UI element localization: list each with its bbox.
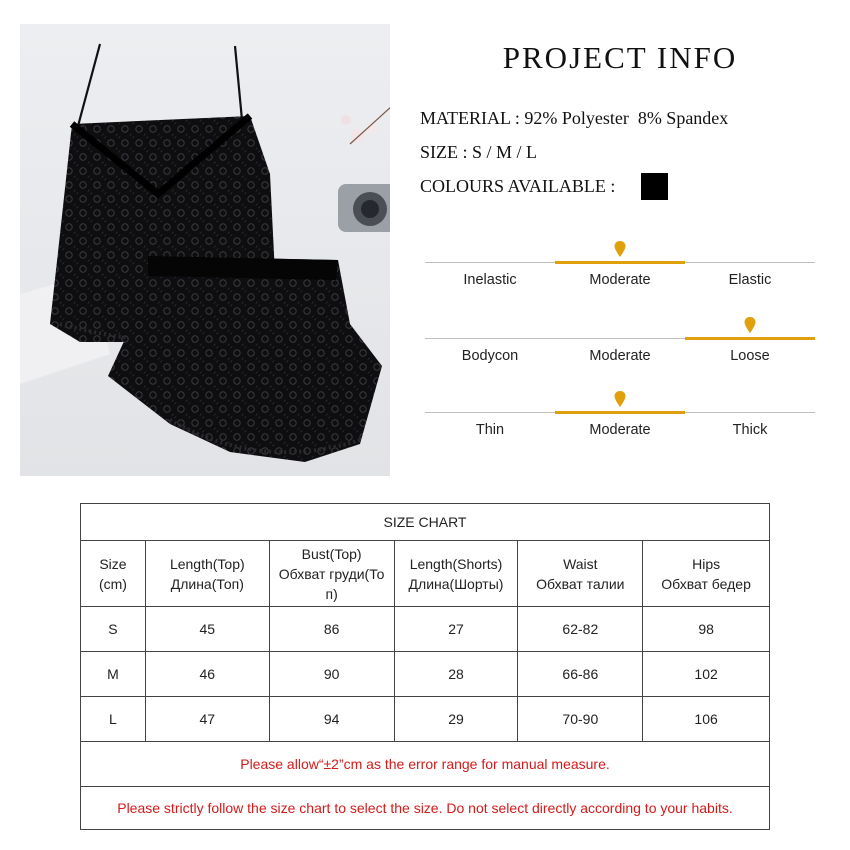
header-cell-line: (cm): [98, 575, 127, 592]
header-cell: [145, 541, 269, 607]
header-cell-line: Size: [99, 555, 127, 572]
table-cell: 90: [269, 652, 394, 697]
follow-size-chart-note: Please strictly follow the size chart to select the size. Do not select directly according to your habits.: [81, 787, 770, 830]
error-range-note: Please allow“±2”cm as the error range for manual measure.: [81, 742, 770, 787]
scale-marker-icon: [743, 316, 757, 334]
table-cell: 86: [269, 607, 394, 652]
scale-label: Inelastic: [463, 272, 517, 288]
header-cell-line: Length(Top): [169, 555, 245, 572]
table-cell: 29: [394, 697, 518, 742]
header-cell-line: Длина(Топ): [170, 575, 244, 592]
header-cell-line: Bust(Top): [301, 545, 362, 562]
size-label: SIZE :: [420, 142, 468, 162]
scale-2: [425, 316, 815, 364]
size-value: S / M / L: [472, 142, 538, 162]
scale-selected-bar: [685, 337, 815, 340]
header-cell: [269, 541, 394, 607]
product-photo: [20, 24, 390, 476]
scale-3: [425, 390, 815, 438]
size-line: [420, 142, 537, 163]
header-cell-line: п): [325, 585, 338, 602]
header-cell-line: Обхват груди(То: [278, 565, 385, 582]
table-cell: 28: [394, 652, 518, 697]
scale-selected-bar: [555, 261, 685, 264]
size-chart-table: [80, 503, 770, 830]
table-cell: 62-82: [518, 607, 643, 652]
lace-set-illustration: [20, 24, 390, 476]
scale-selected-bar: [555, 411, 685, 414]
table-cell: 102: [643, 652, 770, 697]
table-cell: 47: [145, 697, 269, 742]
header-cell: [394, 541, 518, 607]
table-cell: 94: [269, 697, 394, 742]
header-cell: [81, 541, 146, 607]
scale-label: Moderate: [589, 422, 651, 438]
table-row: [81, 607, 770, 652]
material-value: 92% Polyester 8% Spandex: [524, 108, 729, 128]
scale-label: Thin: [475, 422, 505, 438]
table-cell: 27: [394, 607, 518, 652]
size-chart-title: SIZE CHART: [81, 504, 770, 541]
camera-prop: [338, 184, 390, 232]
table-cell: L: [81, 697, 146, 742]
scale-marker-icon: [613, 240, 627, 258]
table-cell: 70-90: [518, 697, 643, 742]
scale-1: [425, 240, 815, 288]
header-cell: [518, 541, 643, 607]
header-cell-line: Обхват талии: [536, 575, 625, 592]
colour-swatch-black: [641, 173, 668, 200]
header-cell: [643, 541, 770, 607]
table-row: [81, 652, 770, 697]
colours-line: [420, 176, 615, 197]
header-cell-line: Length(Shorts): [409, 555, 503, 572]
table-cell: 66-86: [518, 652, 643, 697]
scale-label: Moderate: [589, 348, 651, 364]
colours-label: COLOURS AVAILABLE :: [420, 176, 616, 196]
material-line: [420, 108, 728, 129]
table-cell: M: [81, 652, 146, 697]
header-cell-line: Waist: [563, 555, 598, 572]
header-cell-line: Длина(Шорты): [408, 575, 504, 592]
project-info-title: PROJECT INFO: [502, 40, 738, 75]
scale-label: Elastic: [728, 272, 772, 288]
scale-label: Thick: [732, 422, 768, 438]
header-cell-line: Обхват бедер: [661, 575, 751, 592]
size-chart-header-row: [81, 541, 770, 607]
table-cell: 45: [145, 607, 269, 652]
table-cell: 46: [145, 652, 269, 697]
scale-marker-icon: [613, 390, 627, 408]
scale-label: Loose: [730, 348, 770, 364]
scale-label: Moderate: [589, 272, 651, 288]
header-cell-line: Hips: [692, 555, 721, 572]
table-cell: 98: [643, 607, 770, 652]
table-cell: 106: [643, 697, 770, 742]
material-label: MATERIAL :: [420, 108, 520, 128]
scale-label: Bodycon: [461, 348, 519, 364]
table-cell: S: [81, 607, 146, 652]
table-row: [81, 697, 770, 742]
flower-prop: [341, 106, 390, 144]
